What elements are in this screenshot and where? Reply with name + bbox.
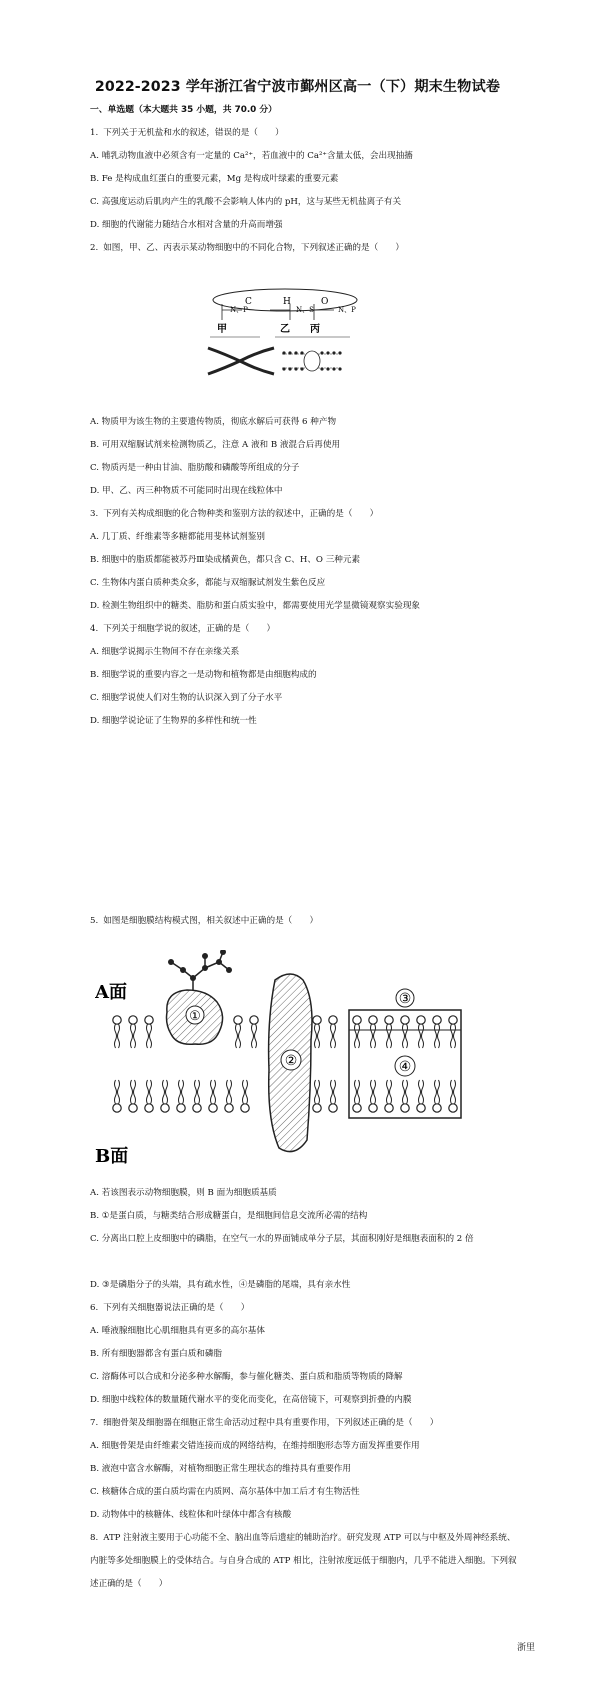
option: C. 细胞学说使人们对生物的认识深入到了分子水平 (90, 693, 283, 703)
page-footer: 浙里 (516, 1643, 535, 1653)
question-text: 如图，甲、乙、丙表示某动物细胞中的不同化合物，下列叙述正确的是（ ） (103, 243, 404, 253)
membrane-icon (280, 351, 342, 371)
question-5-stem (90, 915, 318, 927)
question-number: 2. (90, 243, 99, 253)
option: B. 可用双缩脲试剂来检测物质乙，注意 A 液和 B 液混合后再使用 (90, 440, 341, 450)
option: C. 核糖体合成的蛋白质均需在内质网、高尔基体中加工后才有生物活性 (90, 1487, 360, 1497)
question-1-stem (90, 127, 284, 139)
option: D. 细胞中线粒体的数量随代谢水平的变化而变化，在高倍镜下，可观察到折叠的内膜 (90, 1395, 412, 1405)
compound-diagram (200, 288, 380, 380)
option: A. 细胞骨架是由纤维素交错连接而成的网络结构，在维持细胞形态等方面发挥重要作用 (90, 1441, 420, 1451)
question-number: 3. (90, 509, 99, 519)
option: A. 几丁质、纤维素等多糖都能用斐林试剂鉴别 (90, 532, 265, 542)
arrow-right-label: N、P (338, 306, 356, 314)
option: A. 细胞学说揭示生物间不存在亲缘关系 (90, 647, 240, 657)
option: D. ③是磷脂分子的头端，具有疏水性，④是磷脂的尾端，具有亲水性 (90, 1280, 351, 1290)
question-text: 下列有关细胞器说法正确的是（ ） (103, 1303, 250, 1313)
marker-3: ③ (398, 991, 412, 1007)
question-number: 1. (90, 128, 99, 138)
option: D. 细胞学说论证了生物界的多样性和统一性 (90, 716, 257, 726)
question-text: 下列关于无机盐和水的叙述，错误的是（ ） (103, 128, 284, 138)
option: C. 高强度运动后肌肉产生的乳酸不会影响人体内的 pH，这与某些无机盐离子有关 (90, 197, 402, 207)
sugar-chain-icon (168, 950, 232, 990)
question-text: 下列有关构成细胞的化合物种类和鉴别方法的叙述中，正确的是（ ） (103, 509, 379, 519)
question-number: 5. (90, 916, 99, 926)
question-text: 如图是细胞膜结构模式图，相关叙述中正确的是（ ） (103, 916, 319, 926)
option: D. 甲、乙、丙三种物质不可能同时出现在线粒体中 (90, 486, 283, 496)
marker-1: ① (189, 1009, 201, 1024)
option: D. 检测生物组织中的糖类、脂肪和蛋白质实验中，都需要使用光学显微镜观察实验现象 (90, 601, 421, 611)
option: C. 溶酶体可以合成和分泌多种水解酶，参与催化糖类、蛋白质和脂质等物质的降解 (90, 1372, 403, 1382)
option: B. Fe 是构成血红蛋白的重要元素，Mg 是构成叶绿素的重要元素 (90, 174, 339, 184)
chromosome-icon (208, 348, 274, 374)
option: C. 物质丙是一种由甘油、脂肪酸和磷酸等所组成的分子 (90, 463, 300, 473)
option: C. 分离出口腔上皮细胞中的磷脂，在空气一水的界面铺成单分子层，其面积刚好是细胞表面积的 2 倍 (90, 1234, 474, 1244)
element-h-label: H (283, 297, 291, 307)
question-number: 8. (90, 1533, 99, 1543)
option: B. 细胞中的脂质都能被苏丹Ⅲ染成橘黄色，都只含 C、H、O 三种元素 (90, 555, 361, 565)
option: B. 所有细胞器都含有蛋白质和磷脂 (90, 1349, 223, 1359)
option: A. 物质甲为该生物的主要遗传物质，彻底水解后可获得 6 种产物 (90, 417, 337, 427)
side-a-label: A面 (95, 982, 127, 1003)
option: D. 细胞的代谢能力随结合水相对含量的升高而增强 (90, 220, 283, 230)
question-3-stem (90, 508, 378, 520)
question-4-stem (90, 623, 275, 635)
question-number: 7. (90, 1418, 99, 1428)
question-6-stem (90, 1302, 249, 1314)
protein-2 (269, 974, 312, 1152)
option: A. 若该图表示动物细胞膜，则 B 面为细胞质基质 (90, 1188, 277, 1198)
element-o-label: O (321, 297, 329, 307)
option: B. 细胞学说的重要内容之一是动物和植物都是由细胞构成的 (90, 670, 317, 680)
section-heading: 一、单选题（本大题共 35 小题，共 70.0 分） (90, 105, 277, 115)
label-jia: 甲 (217, 324, 227, 335)
page-title: 2022-2023 学年浙江省宁波市鄞州区高一（下）期末生物试卷 (94, 79, 501, 95)
protein-1 (167, 990, 223, 1044)
arrow-mid-label: N、S (296, 306, 314, 314)
question-text: 下列关于细胞学说的叙述，正确的是（ ） (103, 624, 276, 634)
question-7-stem (90, 1417, 438, 1429)
marker-4: ④ (398, 1059, 412, 1075)
membrane-diagram (95, 950, 515, 1170)
element-c-label: C (245, 297, 252, 307)
label-bing: 丙 (310, 324, 320, 335)
arrow-left-label: N、P (230, 306, 248, 314)
option: B. 液泡中富含水解酶，对植物细胞正常生理状态的维持具有重要作用 (90, 1464, 351, 1474)
question-text: ATP 注射液主要用于心功能不全、脑出血等后遗症的辅助治疗。研究发现 ATP 可以与中枢及外周神经系统、内脏等多处细胞膜上的受体结合。与自身合成的 ATP 相比，注射浓度远低于细胞内，几乎不能进入细胞。下列叙述正确的是（ ） (90, 1533, 517, 1589)
option: A. 唾液腺细胞比心肌细胞具有更多的高尔基体 (90, 1326, 265, 1336)
question-number: 4. (90, 624, 99, 634)
side-b-label: B面 (95, 1146, 129, 1167)
question-number: 6. (90, 1303, 99, 1313)
question-2-stem (90, 242, 404, 254)
question-text: 细胞骨架及细胞器在细胞正常生命活动过程中具有重要作用，下列叙述正确的是（ ） (103, 1418, 439, 1428)
option: A. 哺乳动物血液中必须含有一定量的 Ca²⁺，若血液中的 Ca²⁺含量太低，会出现抽搐 (90, 151, 413, 161)
option: B. ①是蛋白质，与糖类结合形成糖蛋白，是细胞间信息交流所必需的结构 (90, 1211, 368, 1221)
option: C. 生物体内蛋白质种类众多，都能与双缩脲试剂发生紫色反应 (90, 578, 326, 588)
option: D. 动物体中的核糖体、线粒体和叶绿体中都含有核酸 (90, 1510, 292, 1520)
marker-2: ② (284, 1053, 298, 1069)
label-yi: 乙 (280, 324, 290, 335)
question-8-stem (90, 1527, 520, 1596)
